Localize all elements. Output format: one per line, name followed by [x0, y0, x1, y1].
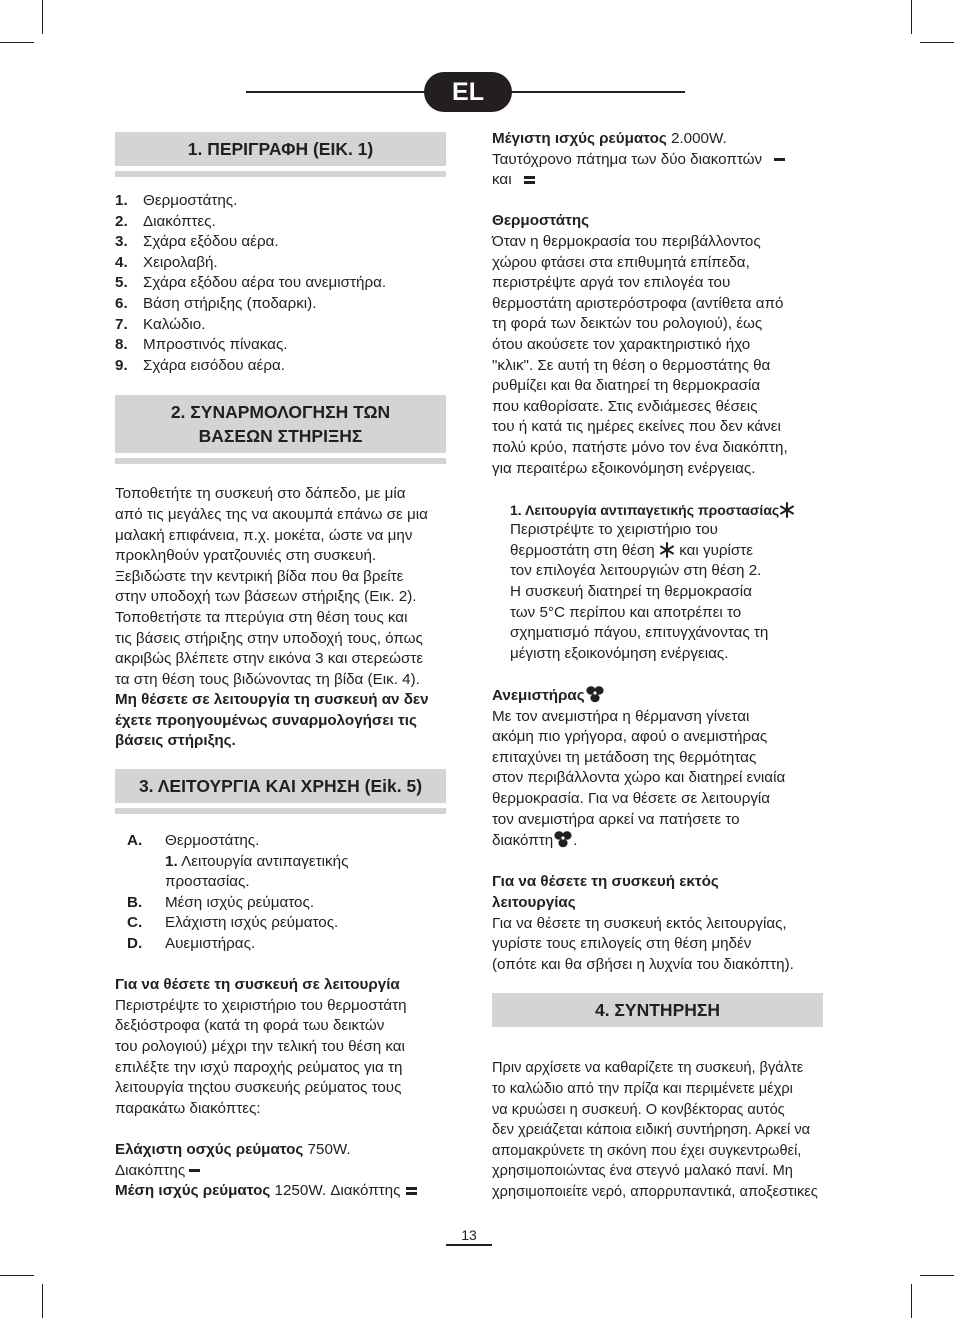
text-line: Περιστρέψτε το χειριστήριο του — [510, 521, 718, 539]
text-line: γυρίστε τους επιλογείς στη θέση μηδέν — [492, 935, 752, 953]
text-line: μέγιστη εξοικονόμηση ενέργειας. — [510, 644, 729, 662]
sub-item-text: Λειτουργία αντιπαγετικής — [181, 852, 349, 870]
mid-power-label: Μέση ισχύς ρεύματος — [115, 1182, 271, 1200]
antifrost-block — [492, 500, 847, 665]
simultaneous-text: και — [492, 171, 512, 189]
list-item — [127, 831, 446, 893]
antifrost-heading-line — [510, 500, 847, 521]
crop-mark — [920, 1275, 954, 1276]
simultaneous-text: Ταυτόχρονο πάτημα των δύο διακοπτών — [492, 150, 763, 168]
text-line: τις βάσεις στήριξης στην υποδοχή τους, όπως — [115, 629, 423, 647]
text-line — [510, 541, 847, 562]
spacer — [492, 479, 847, 500]
left-column — [115, 132, 446, 1202]
list-item — [127, 913, 446, 934]
max-power-label: Μέγιστη ισχύς ρεύματος — [492, 130, 667, 147]
text-line: του ρολογιού) μέχρι την τελική του θέση και — [115, 1038, 405, 1055]
list-item — [115, 232, 446, 253]
text-line — [492, 830, 847, 852]
list-item — [127, 893, 446, 914]
item-number: 8. — [115, 336, 128, 354]
item-text — [165, 831, 348, 893]
sub-item-number: 1. — [165, 852, 178, 870]
page-number-rule — [446, 1244, 492, 1246]
section-2-title-line: 2. ΣΥΝΑΡΜΟΛΟΓΗΣΗ ΤΩΝ — [170, 402, 391, 423]
item-text: Θερμοστάτης. — [143, 192, 238, 209]
item-letter: A. — [127, 832, 143, 850]
item-text: Μπροστινός πίνακας. — [143, 336, 288, 354]
item-text: Σχάρα εισόδου αέρα. — [143, 356, 285, 374]
text-line: τα στη θέση τους βιδώνοντας τη βίδα (Εικ. 4). — [115, 670, 420, 688]
fan-heading: Ανεμιστήρας — [492, 687, 585, 705]
text-line: ακόμη πιο γρήγορα, αφού ο ανεμιστήρας — [492, 728, 768, 746]
text-line: των 5°C περίπου και αποτρέπει το — [510, 603, 742, 621]
text-line: τον επιλογέα λειτουργιών στη θέση 2. — [510, 562, 762, 580]
warning-line: έχετε προηγουμένως συναρμολογήσει τις — [115, 711, 417, 729]
header-rule-right — [510, 91, 685, 93]
maintenance-text — [492, 1058, 847, 1202]
crop-mark — [911, 0, 912, 34]
text-line: από τις μεγάλες της να ακουμπά επάνω σε μια — [115, 505, 428, 523]
text-line: προκληθούν γρατζουνιές στη συσκευή. — [115, 547, 377, 565]
text-line: για περαιτέρω εξοικονόμηση ενέργειας. — [492, 459, 756, 477]
single-bar-switch-icon — [189, 1167, 200, 1174]
text-line: ακριβώς βλέπετε στην εικόνα 3 και στερεώστε — [115, 650, 424, 668]
switch-word: Διακόπτης — [115, 1161, 186, 1179]
header-rule-left — [246, 91, 426, 93]
text-line: απομακρύνετε τη σκόνη που έχει συγκεντρωθεί, — [492, 1142, 802, 1159]
text-line: επιταχύνει τη μετάδοση της θερμότητας — [492, 748, 757, 766]
list-item — [115, 253, 446, 274]
item-text: Αυεμιστήρας. — [165, 935, 256, 953]
snowflake-icon — [659, 542, 675, 558]
item-text: Σχάρα εξόδου αέρα. — [143, 233, 279, 251]
section-divider — [115, 808, 446, 814]
item-number: 1. — [115, 192, 128, 209]
text-line: επιλέξτε την ισχύ παροχής ρεύματος για τη — [115, 1058, 403, 1076]
list-item — [127, 934, 446, 955]
text-line: στον περιβάλλοντα χώρο και διατηρεί ενιαία — [492, 769, 786, 787]
section-4-title: 4. ΣΥΝΤΗΡΗΣΗ — [492, 993, 823, 1027]
item-text: Καλώδιο. — [143, 315, 206, 333]
spacer — [492, 664, 847, 685]
text-line: "κλικ". Σε αυτή τη θέση ο θερμοστάτης θα — [492, 356, 771, 374]
text-line: στην υποδοχή των βάσεων στήριξης (Εικ. 2). — [115, 588, 417, 606]
text-line: ότου ακούσετε τον χαρακτηριστικό ήχο — [492, 335, 751, 353]
text-line: χώρου φτάσει στα επιθυμητά επίπεδα, — [492, 253, 750, 271]
text-line: τη φορά των δεικτών του ρολογιού), έως — [492, 315, 763, 333]
list-item — [115, 335, 446, 356]
item-number: 3. — [115, 233, 128, 251]
text-line: Με τον ανεμιστήρα η θέρμανση γίνεται — [492, 707, 750, 725]
simultaneous-line — [492, 150, 847, 171]
text-line: το καλώδιο από την πρίζα και περιμένετε μέχρι — [492, 1080, 793, 1097]
text-line: Πριν αρχίσετε να καθαρίζετε τη συσκευή, βγάλτε — [492, 1060, 804, 1077]
crop-mark — [920, 42, 954, 43]
switch-line — [115, 1161, 446, 1182]
text-line: παρακάτω διακόπτες: — [115, 1099, 261, 1117]
text-line: Η συσκευή διατηρεί τη θερμοκρασία — [510, 583, 752, 601]
item-number: 7. — [115, 315, 128, 333]
page-number: 13 — [461, 1227, 477, 1243]
section-1-title: 1. ΠΕΡΙΓΡΑΦΗ (ΕΙΚ. 1) — [115, 132, 446, 166]
text-line: Για να θέσετε τη συσκευή εκτός λειτουργίας, — [492, 914, 787, 932]
section-2-title-line: ΒΑΣΕΩΝ ΣΤΗΡΙΞΗΣ — [198, 426, 363, 447]
item-text: Βάση στήριξης (ποδαρκι). — [143, 294, 317, 312]
text-line: Τοποθετήτε τη συσκευή στο δάπεδο, με μία — [115, 485, 406, 503]
spacer — [115, 955, 446, 976]
fan-icon — [585, 685, 605, 703]
max-power-line — [492, 129, 847, 150]
single-bar-switch-icon — [774, 156, 785, 163]
crop-mark — [42, 0, 43, 34]
item-text-line: Θερμοστάτης. — [165, 832, 260, 850]
warning-line: βάσεις στήριξης. — [115, 732, 236, 750]
text-line: χρησιμοποιώντας ένα στεγνό μαλακό πανί. Μη — [492, 1163, 793, 1180]
mid-power-line — [115, 1181, 446, 1202]
item-number: 2. — [115, 212, 128, 230]
crop-mark — [911, 1284, 912, 1318]
text-line: σχηματισμό πάγου, επιτυγχάνοντας τη — [510, 624, 769, 642]
snowflake-icon — [779, 502, 795, 518]
text-line: πολύ κρύο, πατήστε μόνο τον ένα διακόπτη, — [492, 438, 788, 456]
crop-mark — [0, 1275, 34, 1276]
list-item — [115, 212, 446, 233]
fan-icon — [553, 830, 573, 848]
language-badge: EL — [424, 72, 512, 112]
right-column — [492, 129, 847, 1203]
text-line: θερμοστάτη αριστερόστροφα (αντίθετα από — [492, 294, 784, 312]
item-number: 5. — [115, 274, 128, 292]
text-line: Περιστρέψτε το χειριστήριο του θερμοστάτη — [115, 996, 407, 1014]
list-item — [115, 356, 446, 377]
list-item — [115, 191, 446, 212]
item-letter: B. — [127, 893, 143, 911]
warning-line: Μη θέσετε σε λειτουργία τη συσκευή αν δεν — [115, 691, 429, 709]
operate-heading: Για να θέσετε τη συσκευή σε λειτουργία — [115, 976, 400, 994]
min-power-label: Ελάχιστη οσχύς ρεύματος — [115, 1140, 304, 1158]
crop-mark — [0, 42, 34, 43]
double-bar-switch-icon — [524, 174, 535, 186]
controls-list — [115, 831, 446, 955]
double-bar-switch-icon — [406, 1185, 417, 1197]
text-line: ρυθμίζει και θα διατηρεί τη θερμοκρασία — [492, 377, 761, 395]
item-text: Σχάρα εξόδου αέρα του ανεμιστήρα. — [143, 274, 387, 292]
min-power-line — [115, 1140, 446, 1161]
text-line: μαλακή επιφάνεια, π.χ. μοκέτα, ώστε να μην — [115, 526, 413, 544]
text-line: δεξιόστροφα (κατά τη φορά τωυ δεικτών — [115, 1017, 385, 1035]
crop-mark — [42, 1284, 43, 1318]
spacer — [492, 852, 847, 873]
spacer — [492, 191, 847, 212]
mid-power-value: 1250W. Διακόπτης — [270, 1182, 401, 1200]
item-text: Χειρολαβή. — [143, 253, 218, 271]
item-text: Διακόπτες. — [143, 212, 216, 230]
max-power-value: 2.000W. — [666, 130, 727, 147]
thermostat-heading: Θερμοστάτης — [492, 212, 590, 230]
text-line: Τοποθετήστε τα πτερύγια στη θέση τους και — [115, 608, 408, 626]
section-divider — [115, 171, 446, 177]
list-item — [115, 315, 446, 336]
list-item — [115, 294, 446, 315]
min-power-value: 750W. — [303, 1140, 351, 1158]
text-line: (οπότε και θα σβήσει η λυχνία του διακόπτη). — [492, 955, 794, 973]
text-line: θερμοκρασία. Για να θέσετε σε λειτουργία — [492, 790, 771, 807]
text-line: τον ανεμιστήρα αρκεί να πατήσετε το — [492, 810, 740, 828]
off-heading: Για να θέσετε τη συσκευή εκτός — [492, 873, 719, 891]
text-fragment: . — [573, 832, 578, 850]
simultaneous-line — [492, 170, 847, 191]
text-line: Ξεβιδώστε την κεντρική βίδα που θα βρείτε — [115, 567, 404, 585]
spacer — [115, 1119, 446, 1140]
item-number: 9. — [115, 356, 128, 374]
fan-heading-line — [492, 685, 847, 707]
text-fragment: διακόπτη — [492, 832, 554, 850]
item-number: 4. — [115, 253, 128, 271]
section-2-title — [115, 395, 446, 453]
text-line: δεν χρειάζεται κάποια ειδική συντήρηση. Αρκεί να — [492, 1122, 811, 1139]
item-text: Ελάχιστη ισχύς ρεύματος. — [165, 914, 339, 932]
parts-list — [115, 191, 446, 376]
text-line: του ή κατά τις ημέρες εκείνες που δεν κάνει — [492, 418, 781, 436]
off-heading: λειτουργίας — [492, 893, 576, 911]
text-fragment: θερμοστάτη στη θέση — [510, 541, 655, 559]
text-line: που καθορίσατε. Στις ενδιάμεσες θέσεις — [492, 397, 758, 415]
assembly-text — [115, 484, 446, 752]
text-fragment: και γυρίστε — [674, 541, 754, 559]
section-4 — [492, 993, 823, 1027]
text-line: χρησιμοποιείτε νερό, απορρυπαντικά, αποξεστικες — [492, 1183, 818, 1200]
text-line: λειτουργία τηςtου συσκευής ρεύματος τους — [115, 1079, 402, 1097]
antifrost-heading: 1. Λειτουργία αντιπαγετικής προστασίας — [510, 501, 780, 518]
item-letter: D. — [127, 935, 143, 953]
text-line: να κρυώσει η συσκευή. Ο κονβέκτορας αυτός — [492, 1101, 785, 1118]
text-line: περιστρέψτε αργά τον επιλογέα του — [492, 274, 731, 292]
item-text: Μέση ισχύς ρεύματος. — [165, 893, 315, 911]
section-3-title: 3. ΛΕΙΤΟΥΡΓΙΑ ΚΑΙ ΧΡΗΣΗ (Eik. 5) — [115, 769, 446, 803]
text-line: Όταν η θερμοκρασία του περιβάλλοντος — [492, 232, 761, 250]
item-number: 6. — [115, 294, 128, 312]
section-divider — [115, 458, 446, 464]
list-item — [115, 273, 446, 294]
item-letter: C. — [127, 914, 143, 932]
sub-item-text: προστασίας. — [165, 873, 250, 891]
